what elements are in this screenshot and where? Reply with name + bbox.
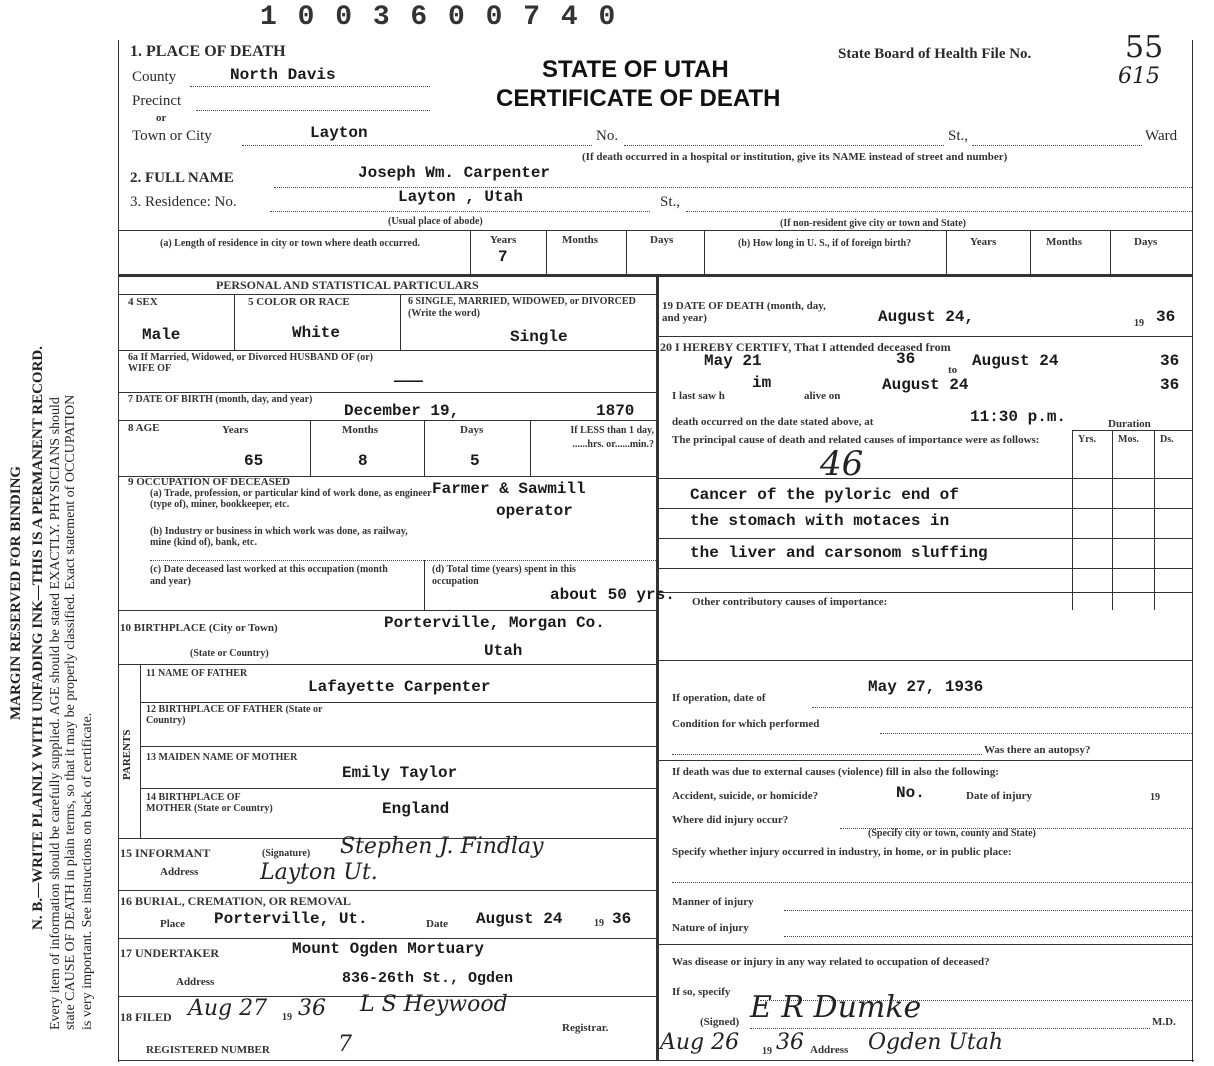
- undertaker-address-value: 836-26th St., Ogden: [342, 970, 514, 987]
- attended-to-label: to: [948, 364, 958, 376]
- signed-label: (Signed): [700, 1016, 740, 1028]
- attended-to-date: August 24: [972, 352, 1059, 370]
- residence-value: Layton , Utah: [398, 188, 523, 206]
- less-than-day-label: If LESS than 1 day, ......hrs. or......min.?: [570, 425, 654, 450]
- attended-from-year: 36: [896, 350, 916, 368]
- color-value: White: [292, 324, 341, 342]
- cause-line-3: the liver and carsonom sluffing: [690, 544, 988, 562]
- spouse-label: 6a If Married, Widowed, or Divorced HUSBAND OF (or) WIFE OF: [128, 352, 373, 374]
- father-name-label: 11 NAME OF FATHER: [146, 668, 248, 679]
- res-years-value: 7: [498, 248, 508, 266]
- instructions-line-3: is very important. See instructions on back of certificate.: [80, 712, 95, 1030]
- where-injury-note: (Specify city or town, county and State): [868, 828, 1036, 839]
- binding-margin-label: MARGIN RESERVED FOR BINDING: [8, 465, 24, 720]
- or-label: or: [156, 112, 167, 124]
- filed-year-prefix: 19: [282, 1012, 292, 1023]
- place-of-death-heading: 1. PLACE OF DEATH: [130, 43, 286, 60]
- street-label: St.,: [948, 128, 969, 144]
- dob-label: 7 DATE OF BIRTH (month, day, and year): [128, 394, 313, 405]
- nonresident-note: (If non-resident give city or town and State): [780, 218, 967, 229]
- age-days-label: Days: [460, 424, 484, 436]
- spouse-value: ———: [394, 372, 423, 390]
- us-months-label: Months: [1046, 236, 1083, 248]
- registrar-signature: L S Heywood: [360, 992, 508, 1017]
- registered-number: 7: [338, 1032, 352, 1057]
- autopsy-label: Was there an autopsy?: [984, 744, 1091, 756]
- county-value: North Davis: [230, 66, 336, 84]
- burial-place-label: Place: [160, 918, 186, 930]
- attended-to-year: 36: [1160, 352, 1180, 370]
- residence-label: 3. Residence: No.: [130, 194, 237, 210]
- if-so-label: If so, specify: [672, 986, 731, 998]
- age-months-label: Months: [342, 424, 379, 436]
- instructions-line-1: Every item of information should be carefully supplied. AGE should be stated EXACTLY. PHYSICIANS should: [48, 397, 63, 1030]
- town-value: Layton: [310, 124, 368, 142]
- age-label: 8 AGE: [128, 422, 160, 434]
- duration-mos-label: Mos.: [1118, 434, 1139, 445]
- last-saw-label: I last saw h: [672, 390, 725, 402]
- death-year-prefix: 19: [1134, 318, 1144, 329]
- operation-date: May 27, 1936: [868, 678, 984, 696]
- occupation-b-label: (b) Industry or business in which work was done, as railway, mine (kind of), bank, etc.: [150, 526, 408, 548]
- signed-year: 36: [776, 1030, 804, 1055]
- physician-address: Ogden Utah: [868, 1030, 1004, 1055]
- street-no-label: No.: [596, 128, 619, 144]
- us-days-label: Days: [1134, 236, 1158, 248]
- color-label: 5 COLOR OR RACE: [248, 296, 350, 308]
- cause-line-1: Cancer of the pyloric end of: [690, 486, 959, 504]
- burial-label: 16 BURIAL, CREMATION, OR REMOVAL: [120, 894, 351, 908]
- death-year: 36: [1156, 308, 1176, 326]
- occupation-label: 9 OCCUPATION OF DECEASED: [128, 476, 291, 488]
- cause-code: 46: [820, 444, 864, 484]
- center-divider: [656, 276, 659, 1060]
- county-label: County: [132, 69, 177, 85]
- full-name-value: Joseph Wm. Carpenter: [358, 164, 551, 182]
- instructions-line-2: state CAUSE OF DEATH in plain terms, so that it may be properly classified. Exact statement of OCCUPATION: [63, 394, 78, 1030]
- birthplace-state-label: (State or Country): [190, 648, 269, 659]
- occupation-value: Farmer & Sawmill: [432, 480, 586, 498]
- duration-ds-label: Ds.: [1160, 434, 1174, 445]
- occupation-c-label: (c) Date deceased last worked at this occupation (month and year): [150, 564, 388, 587]
- informant-signature: Stephen J. Findlay: [340, 834, 544, 859]
- occupation-related-label: Was disease or injury in any way related to occupation of deceased?: [672, 956, 990, 968]
- undertaker-address-label: Address: [176, 976, 215, 988]
- operation-label: If operation, date of: [672, 692, 766, 704]
- death-date-value: August 24,: [878, 308, 975, 326]
- certify-label: 20 I HEREBY CERTIFY, That I attended deceased from: [660, 340, 951, 354]
- dob-year: 1870: [596, 402, 635, 420]
- registered-number-label: REGISTERED NUMBER: [146, 1044, 270, 1056]
- mother-name-label: 13 MAIDEN NAME OF MOTHER: [146, 752, 298, 763]
- manner-injury-label: Manner of injury: [672, 896, 754, 908]
- frame-left: [118, 40, 119, 1062]
- us-years-label: Years: [970, 236, 997, 248]
- usual-abode-note: (Usual place of abode): [388, 216, 483, 227]
- occupation-d-label: (d) Total time (years) spent in this occupation: [432, 564, 576, 587]
- duration-label: Duration: [1108, 418, 1151, 430]
- marital-value: Single: [510, 328, 568, 346]
- file-no: 55: [1125, 30, 1164, 65]
- res-years-label: Years: [490, 234, 517, 246]
- undertaker-value: Mount Ogden Mortuary: [292, 940, 485, 958]
- length-residence-label: (a) Length of residence in city or town where death occurred.: [160, 238, 421, 249]
- physician-signature: E R Dumke: [750, 990, 922, 1025]
- us-residence-label: (b) How long in U. S., if of foreign birth?: [738, 238, 912, 249]
- certificate-state: STATE OF UTAH: [542, 56, 729, 83]
- birthplace-value: Porterville, Morgan Co.: [384, 614, 605, 632]
- condition-label: Condition for which performed: [672, 718, 820, 730]
- precinct-label: Precinct: [132, 93, 182, 109]
- specify-injury-label: Specify whether injury occurred in industry, in home, or in public place:: [672, 846, 1012, 858]
- father-name-value: Lafayette Carpenter: [308, 678, 491, 696]
- burial-place-value: Porterville, Ut.: [214, 910, 368, 928]
- nature-injury-label: Nature of injury: [672, 922, 749, 934]
- sex-label: 4 SEX: [128, 296, 158, 308]
- alive-on-label: alive on: [804, 390, 841, 402]
- mother-birthplace-label: 14 BIRTHPLACE OF MOTHER (State or Country): [146, 792, 273, 814]
- residence-st-label: St.,: [660, 194, 681, 210]
- external-causes-label: If death was due to external causes (violence) fill in also the following:: [672, 766, 999, 778]
- res-days-label: Days: [650, 234, 674, 246]
- occupation-value-2: operator: [496, 502, 573, 520]
- death-date-label: 19 DATE OF DEATH (month, day, and year): [662, 300, 826, 324]
- physician-address-label: Address: [810, 1044, 849, 1056]
- alive-on-date: August 24: [882, 376, 969, 394]
- file-no-2: 615: [1118, 64, 1160, 89]
- frame-right: [1192, 40, 1193, 1062]
- undertaker-label: 17 UNDERTAKER: [120, 946, 220, 960]
- informant-signature-hint: (Signature): [262, 848, 311, 859]
- burial-date-label: Date: [426, 918, 448, 930]
- dob-value: December 19,: [344, 402, 460, 420]
- cause-label: The principal cause of death and related causes of importance were as follows:: [672, 434, 1040, 446]
- injury-date-label: Date of injury: [966, 790, 1032, 802]
- last-saw-value: im: [752, 374, 772, 392]
- mother-name-value: Emily Taylor: [342, 764, 458, 782]
- occupation-a-label: (a) Trade, profession, or particular kind of work done, as engineer (type of), miner, bookkeeper, etc.: [150, 488, 432, 510]
- birthplace-label: 10 BIRTHPLACE (City or Town): [120, 622, 278, 634]
- age-days-value: 5: [470, 452, 480, 470]
- age-years-value: 65: [244, 452, 264, 470]
- death-time: 11:30 p.m.: [970, 408, 1067, 426]
- ward-label: Ward: [1145, 128, 1178, 144]
- attended-from-date: May 21: [704, 352, 762, 370]
- occupation-time: about 50 yrs.: [550, 586, 675, 604]
- permanent-record-note: N. B.—WRITE PLAINLY WITH UNFADING INK—THIS IS A PERMANENT RECORD.: [30, 346, 46, 930]
- md-label: M.D.: [1152, 1016, 1176, 1028]
- signed-year-prefix: 19: [762, 1046, 772, 1057]
- mother-birthplace-value: England: [382, 800, 450, 818]
- hospital-note: (If death occurred in a hospital or institution, give its NAME instead of street and number): [582, 151, 1008, 163]
- occurred-label: death occurred on the date stated above, at: [672, 416, 874, 428]
- informant-address-label: Address: [160, 866, 199, 878]
- alive-on-year: 36: [1160, 376, 1180, 394]
- frame-bottom: [118, 1060, 1194, 1061]
- serial-number: 1 0 0 3 6 0 0 7 4 0: [260, 2, 618, 33]
- registrar-label: Registrar.: [562, 1022, 609, 1034]
- burial-year: 36: [612, 910, 632, 928]
- where-injury-label: Where did injury occur?: [672, 814, 789, 826]
- accident-value: No.: [896, 784, 925, 802]
- town-label: Town or City: [132, 128, 212, 144]
- full-name-label: 2. FULL NAME: [130, 170, 234, 186]
- filed-label: 18 FILED: [120, 1010, 172, 1024]
- sex-value: Male: [142, 326, 181, 344]
- filed-date: Aug 27: [188, 996, 268, 1021]
- injury-year-prefix: 19: [1150, 792, 1160, 803]
- burial-year-prefix: 19: [594, 918, 604, 929]
- other-causes-label: Other contributory causes of importance:: [692, 596, 888, 608]
- informant-label: 15 INFORMANT: [120, 846, 211, 860]
- birthplace-state-value: Utah: [484, 642, 523, 660]
- marital-label: 6 SINGLE, MARRIED, WIDOWED, or DIVORCED (Write the word): [408, 296, 636, 319]
- father-birthplace-label: 12 BIRTHPLACE OF FATHER (State or Country): [146, 704, 323, 726]
- duration-yrs-label: Yrs.: [1078, 434, 1097, 445]
- file-no-label: State Board of Health File No.: [838, 46, 1032, 62]
- accident-label: Accident, suicide, or homicide?: [672, 790, 819, 802]
- parents-side-label: PARENTS: [121, 729, 133, 780]
- burial-date-value: August 24: [476, 910, 563, 928]
- res-months-label: Months: [562, 234, 599, 246]
- signed-date: Aug 26: [660, 1030, 740, 1055]
- certificate-title: CERTIFICATE OF DEATH: [496, 85, 781, 112]
- age-months-value: 8: [358, 452, 368, 470]
- cause-line-2: the stomach with motaces in: [690, 512, 950, 530]
- informant-address: Layton Ut.: [260, 860, 378, 885]
- personal-heading: PERSONAL AND STATISTICAL PARTICULARS: [216, 278, 479, 292]
- filed-year: 36: [298, 996, 326, 1021]
- age-years-label: Years: [222, 424, 249, 436]
